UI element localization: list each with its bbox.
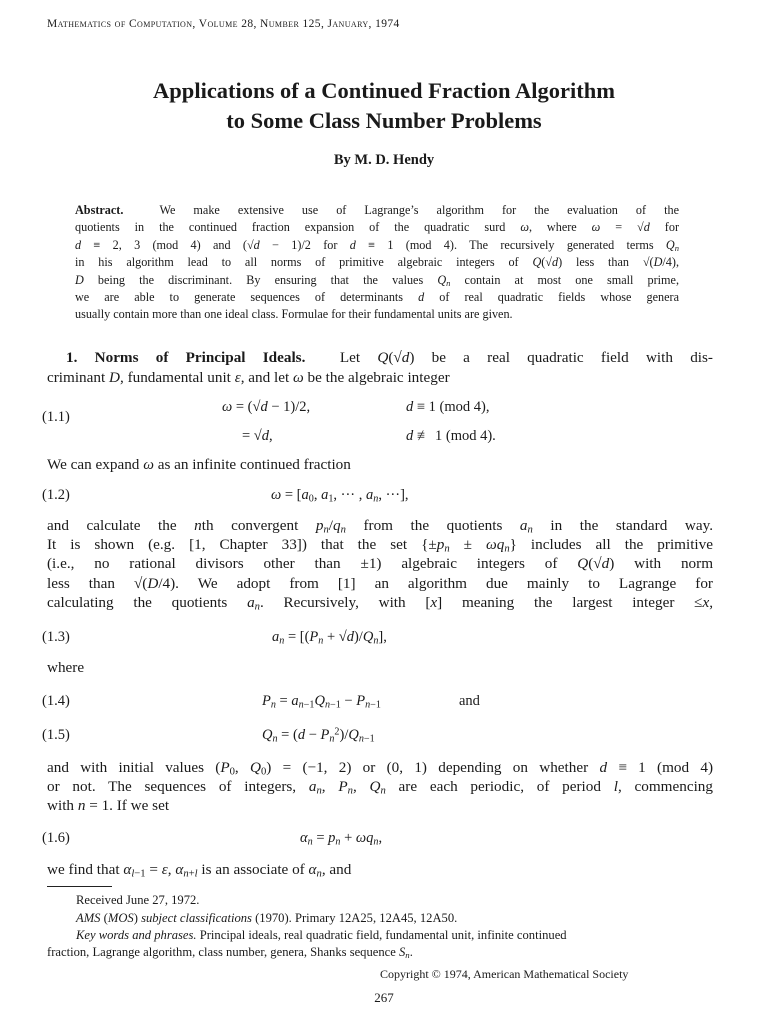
- paper-author: By M. D. Hendy: [333, 152, 435, 168]
- paragraph-2-line-5: calculating the quotients $a_n$. Recursively, with [x] meaning the largest integer ≤x,: [47, 593, 713, 613]
- abstract-line-1: Abstract. We make extensive use of Lagrange’s algorithm for the evaluation of the: [75, 203, 679, 217]
- equation-1-2: $\omega = [a_0$, $a_1$, ··· , $a_n$, ···],: [271, 487, 409, 505]
- equation-1-4: $P_n = a_{n-1}Q_{n-1} - P_{n-1}$: [262, 693, 381, 711]
- text-expand: We can expand ω as an infinite continued fraction: [47, 456, 351, 473]
- footnote-keywords: [76, 928, 567, 943]
- paragraph-2-line-3: (i.e., no rational divisors other than ±1) algebraic integers of Q(√d) with norm: [47, 555, 714, 573]
- paragraph-3-line-2: or not. The sequences of integers, $a_n$, $P_n$, $Q_n$ are each periodic, of period l, commencing: [47, 778, 713, 797]
- page-number: 267: [374, 990, 394, 1005]
- equation-1-3-number: (1.3): [42, 629, 70, 645]
- footnote-keywords-continued: fraction, Lagrange algorithm, class number, genera, Shanks sequence $S_n$.: [47, 945, 413, 961]
- journal-header: Mathematics of Computation, Volume 28, Number 125, January, 1974: [47, 18, 400, 30]
- abstract-line-5: D being the discriminant. By ensuring that the values $Q_n$ contain at most one small prime,: [75, 272, 679, 288]
- equation-1-5-number: (1.5): [42, 727, 70, 743]
- section-title: 1. Norms of Principal Ideals.: [66, 349, 306, 366]
- paragraph-3-line-1: and with initial values ($P_0$, $Q_0) = (-1$, 2) or (0, 1) depending on whether d ≡ 1 (mod 4): [47, 759, 714, 778]
- equation-1-3: $a_n = [(P_n + √d)/Q_n]$,: [272, 629, 387, 647]
- text-where: where: [47, 659, 85, 676]
- equation-1-1-line-2: = √d,: [242, 428, 273, 444]
- abstract-line-3: d ≡ 2, 3 (mod 4) and (√d − 1)/2 for d ≡ 1 (mod 4). The recursively generated terms $Q_n$: [75, 237, 679, 253]
- keywords-text-1: Principal ideals, real quadratic field, fundamental unit, infinite continued: [199, 928, 567, 942]
- paper-title-line-1: Applications of a Continued Fraction Algorithm: [153, 78, 615, 103]
- paragraph-2: [47, 516, 713, 612]
- equation-1-1-line-1: ω = (√d − 1)/2,: [222, 399, 311, 415]
- equation-1-1-number: (1.1): [42, 409, 70, 425]
- text-final: we find that $\alpha_{l-1} = \varepsilon$, $\alpha_{n+l}$ is an associate of $\alpha_n$, and: [47, 861, 352, 880]
- abstract-line-6: we are able to generate sequences of determinants d of real quadratic fields whose genera: [75, 290, 679, 305]
- keywords-label: Key words and phrases.: [76, 928, 197, 942]
- paragraph-2-line-2: It is shown (e.g. [1, Chapter 33]) that the set $\{\pm p_n \pm \omega q_n\}$ includes all the primitive: [47, 536, 713, 555]
- abstract: [75, 202, 679, 324]
- section-1-line-2: criminant D, fundamental unit ε, and let ω be the algebraic integer: [47, 369, 450, 386]
- copyright-notice: Copyright © 1974, American Mathematical Society: [380, 967, 629, 981]
- paper-title-line-2: to Some Class Number Problems: [226, 108, 542, 133]
- paragraph-2-line-1: and calculate the nth convergent $p_n/q_n$ from the quotients $a_n$ in the standard way.: [47, 517, 713, 536]
- footnote-received: Received June 27, 1972.: [76, 893, 200, 907]
- footnote-ams: AMS (MOS) subject classifications (1970). Primary 12A25, 12A45, 12A50.: [76, 911, 458, 925]
- equation-1-2-number: (1.2): [42, 487, 70, 503]
- equation-1-6: $\alpha_n = p_n + \omega q_n$,: [300, 830, 383, 848]
- journal-number: 125: [302, 18, 321, 30]
- journal-date: January, 1974: [327, 18, 400, 30]
- paragraph-2-line-4: less than √(D/4). We adopt from [1] an algorithm due mainly to Lagrange for: [47, 574, 713, 592]
- abstract-line-4: in his algorithm lead to all norms of primitive algebraic integers of Q(√d) less than √(D/4),: [75, 255, 679, 270]
- equation-1-4-and: and: [459, 693, 480, 709]
- footnote-rule: [47, 886, 112, 887]
- equation-1-6-number: (1.6): [42, 830, 70, 846]
- abstract-label: Abstract.: [75, 203, 124, 217]
- journal-name: Mathematics of Computation: [47, 18, 193, 30]
- paragraph-3-line-3: with n = 1. If we set: [47, 797, 170, 815]
- section-1-line-1: 1. Norms of Principal Ideals. Let Q(√d) be a real quadratic field with dis-: [66, 349, 713, 366]
- journal-volume: 28: [241, 18, 254, 30]
- equation-1-4-number: (1.4): [42, 693, 70, 709]
- equation-1-1-cond-1: d ≡ 1 (mod 4),: [406, 399, 490, 415]
- abstract-line-2: quotients in the continued fraction expansion of the quadratic surd ω, where ω = √d for: [75, 220, 680, 235]
- equation-1-1-cond-2: d ≢ 1 (mod 4).: [406, 428, 496, 444]
- paragraph-3: [47, 758, 713, 816]
- equation-1-5: $Q_n = (d - P_n^2)/Q_{n-1}$: [262, 726, 375, 745]
- section-1-intro: [47, 348, 713, 388]
- abstract-line-7: usually contain more than one ideal class. Formulae for their fundamental units are given.: [75, 307, 513, 322]
